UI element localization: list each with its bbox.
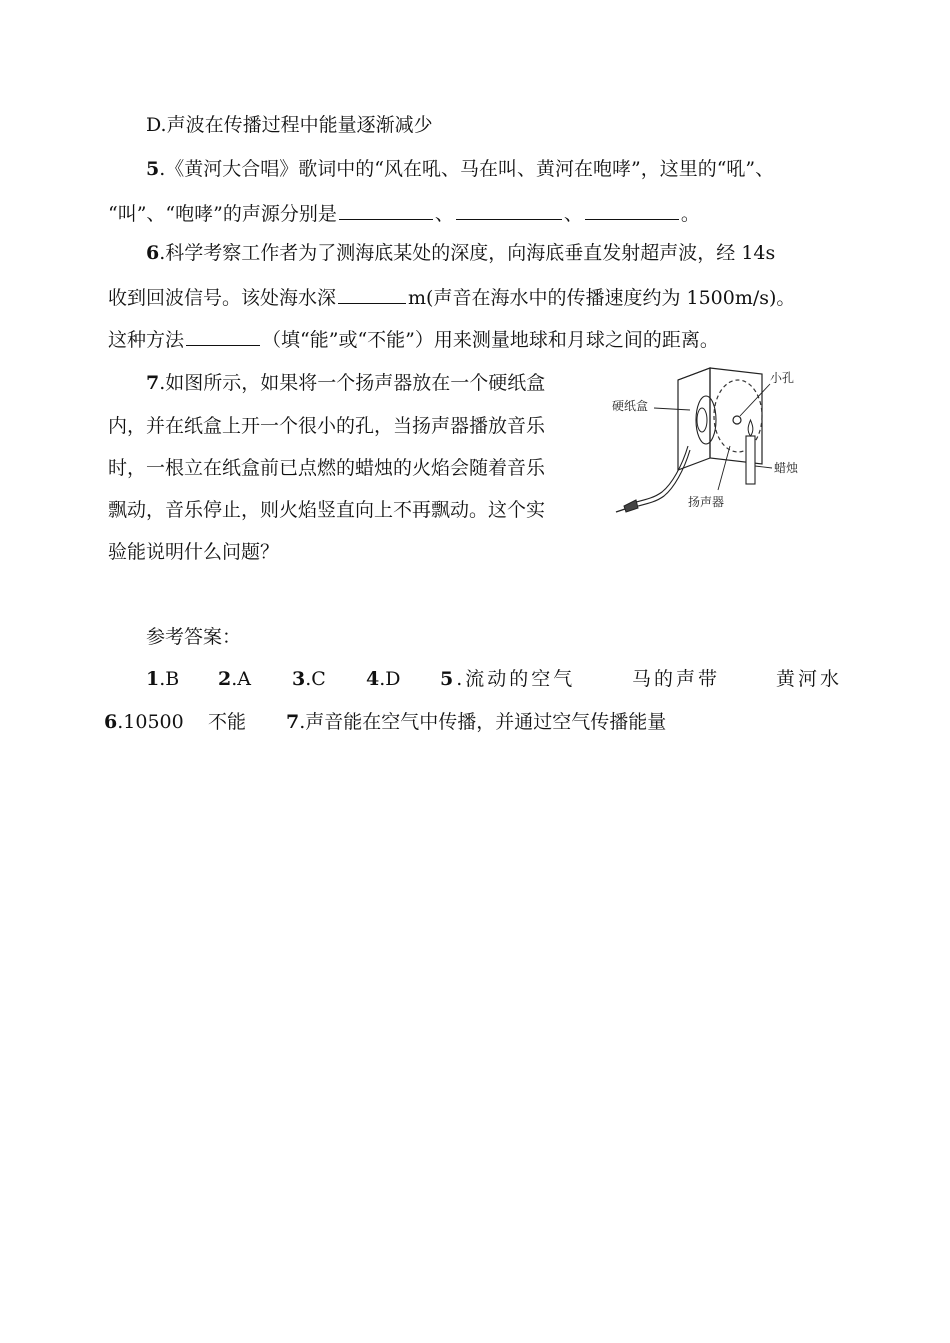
hole-icon xyxy=(733,416,741,424)
speaker-box-figure xyxy=(610,366,860,526)
answer-6: 6.10500 xyxy=(104,711,184,733)
q5-number: 5 xyxy=(146,158,160,180)
answer-6-part-2: 不能 xyxy=(208,711,247,733)
answer-3: 3.C xyxy=(292,668,326,690)
speaker-icon xyxy=(696,396,716,444)
answer-5: 5.流动的空气 xyxy=(440,668,576,690)
answers-line-1: 1.B xyxy=(146,668,180,690)
q6-blank-2[interactable] xyxy=(186,325,260,346)
plug-icon xyxy=(624,500,638,512)
label-candle: 蜡烛 xyxy=(774,461,799,475)
q5-blank-3[interactable] xyxy=(585,199,679,220)
q5-blank-1[interactable] xyxy=(339,199,433,220)
answer-5-part-2: 马的声带 xyxy=(632,668,721,690)
candle-icon xyxy=(746,436,755,484)
label-box: 硬纸盒 xyxy=(612,399,649,413)
q7-line-5: 验能说明什么问题？ xyxy=(108,541,280,563)
q6-line-2: 收到回波信号。该处海水深 m(声音在海水中的传播速度约为 1500m/s)。 xyxy=(108,283,795,312)
q4-option-d: D.声波在传播过程中能量逐渐减少 xyxy=(146,114,433,136)
answer-2: 2.A xyxy=(218,668,251,690)
answers-heading: 参考答案： xyxy=(146,626,242,648)
q6-number: 6 xyxy=(146,242,160,264)
q6-line-1: 6.科学考察工作者为了测海底某处的深度，向海底垂直发射超声波，经 14s xyxy=(146,242,776,264)
answer-5-part-3: 黄河水 xyxy=(776,668,843,690)
q5-blank-2[interactable] xyxy=(456,199,562,220)
q7-number: 7 xyxy=(146,372,160,394)
box-side xyxy=(678,368,710,470)
q7-line-4: 飘动，音乐停止，则火焰竖直向上不再飘动。这个实 xyxy=(108,499,546,521)
answer-4: 4.D xyxy=(366,668,401,690)
q7-line-2: 内，并在纸盒上开一个很小的孔，当扬声器播放音乐 xyxy=(108,415,546,437)
q5-line-2: “叫”、“咆哮”的声源分别是 、 、 。 xyxy=(108,199,700,228)
label-speaker: 扬声器 xyxy=(688,495,725,509)
flame-icon xyxy=(748,420,753,436)
answer-7: 7.声音能在空气中传播，并通过空气传播能量 xyxy=(286,711,667,733)
label-hole: 小孔 xyxy=(770,371,795,385)
q7-line-3: 时，一根立在纸盒前已点燃的蜡烛的火焰会随着音乐 xyxy=(108,457,546,479)
q6-blank-1[interactable] xyxy=(338,283,406,304)
q7-line-1: 7.如图所示，如果将一个扬声器放在一个硬纸盒 xyxy=(146,372,546,394)
q5-line-1: 5.《黄河大合唱》歌词中的“风在吼、马在叫、黄河在咆哮”，这里的“吼”、 xyxy=(146,158,775,180)
q6-line-3: 这种方法 （填“能”或“不能”）用来测量地球和月球之间的距离。 xyxy=(108,325,719,354)
